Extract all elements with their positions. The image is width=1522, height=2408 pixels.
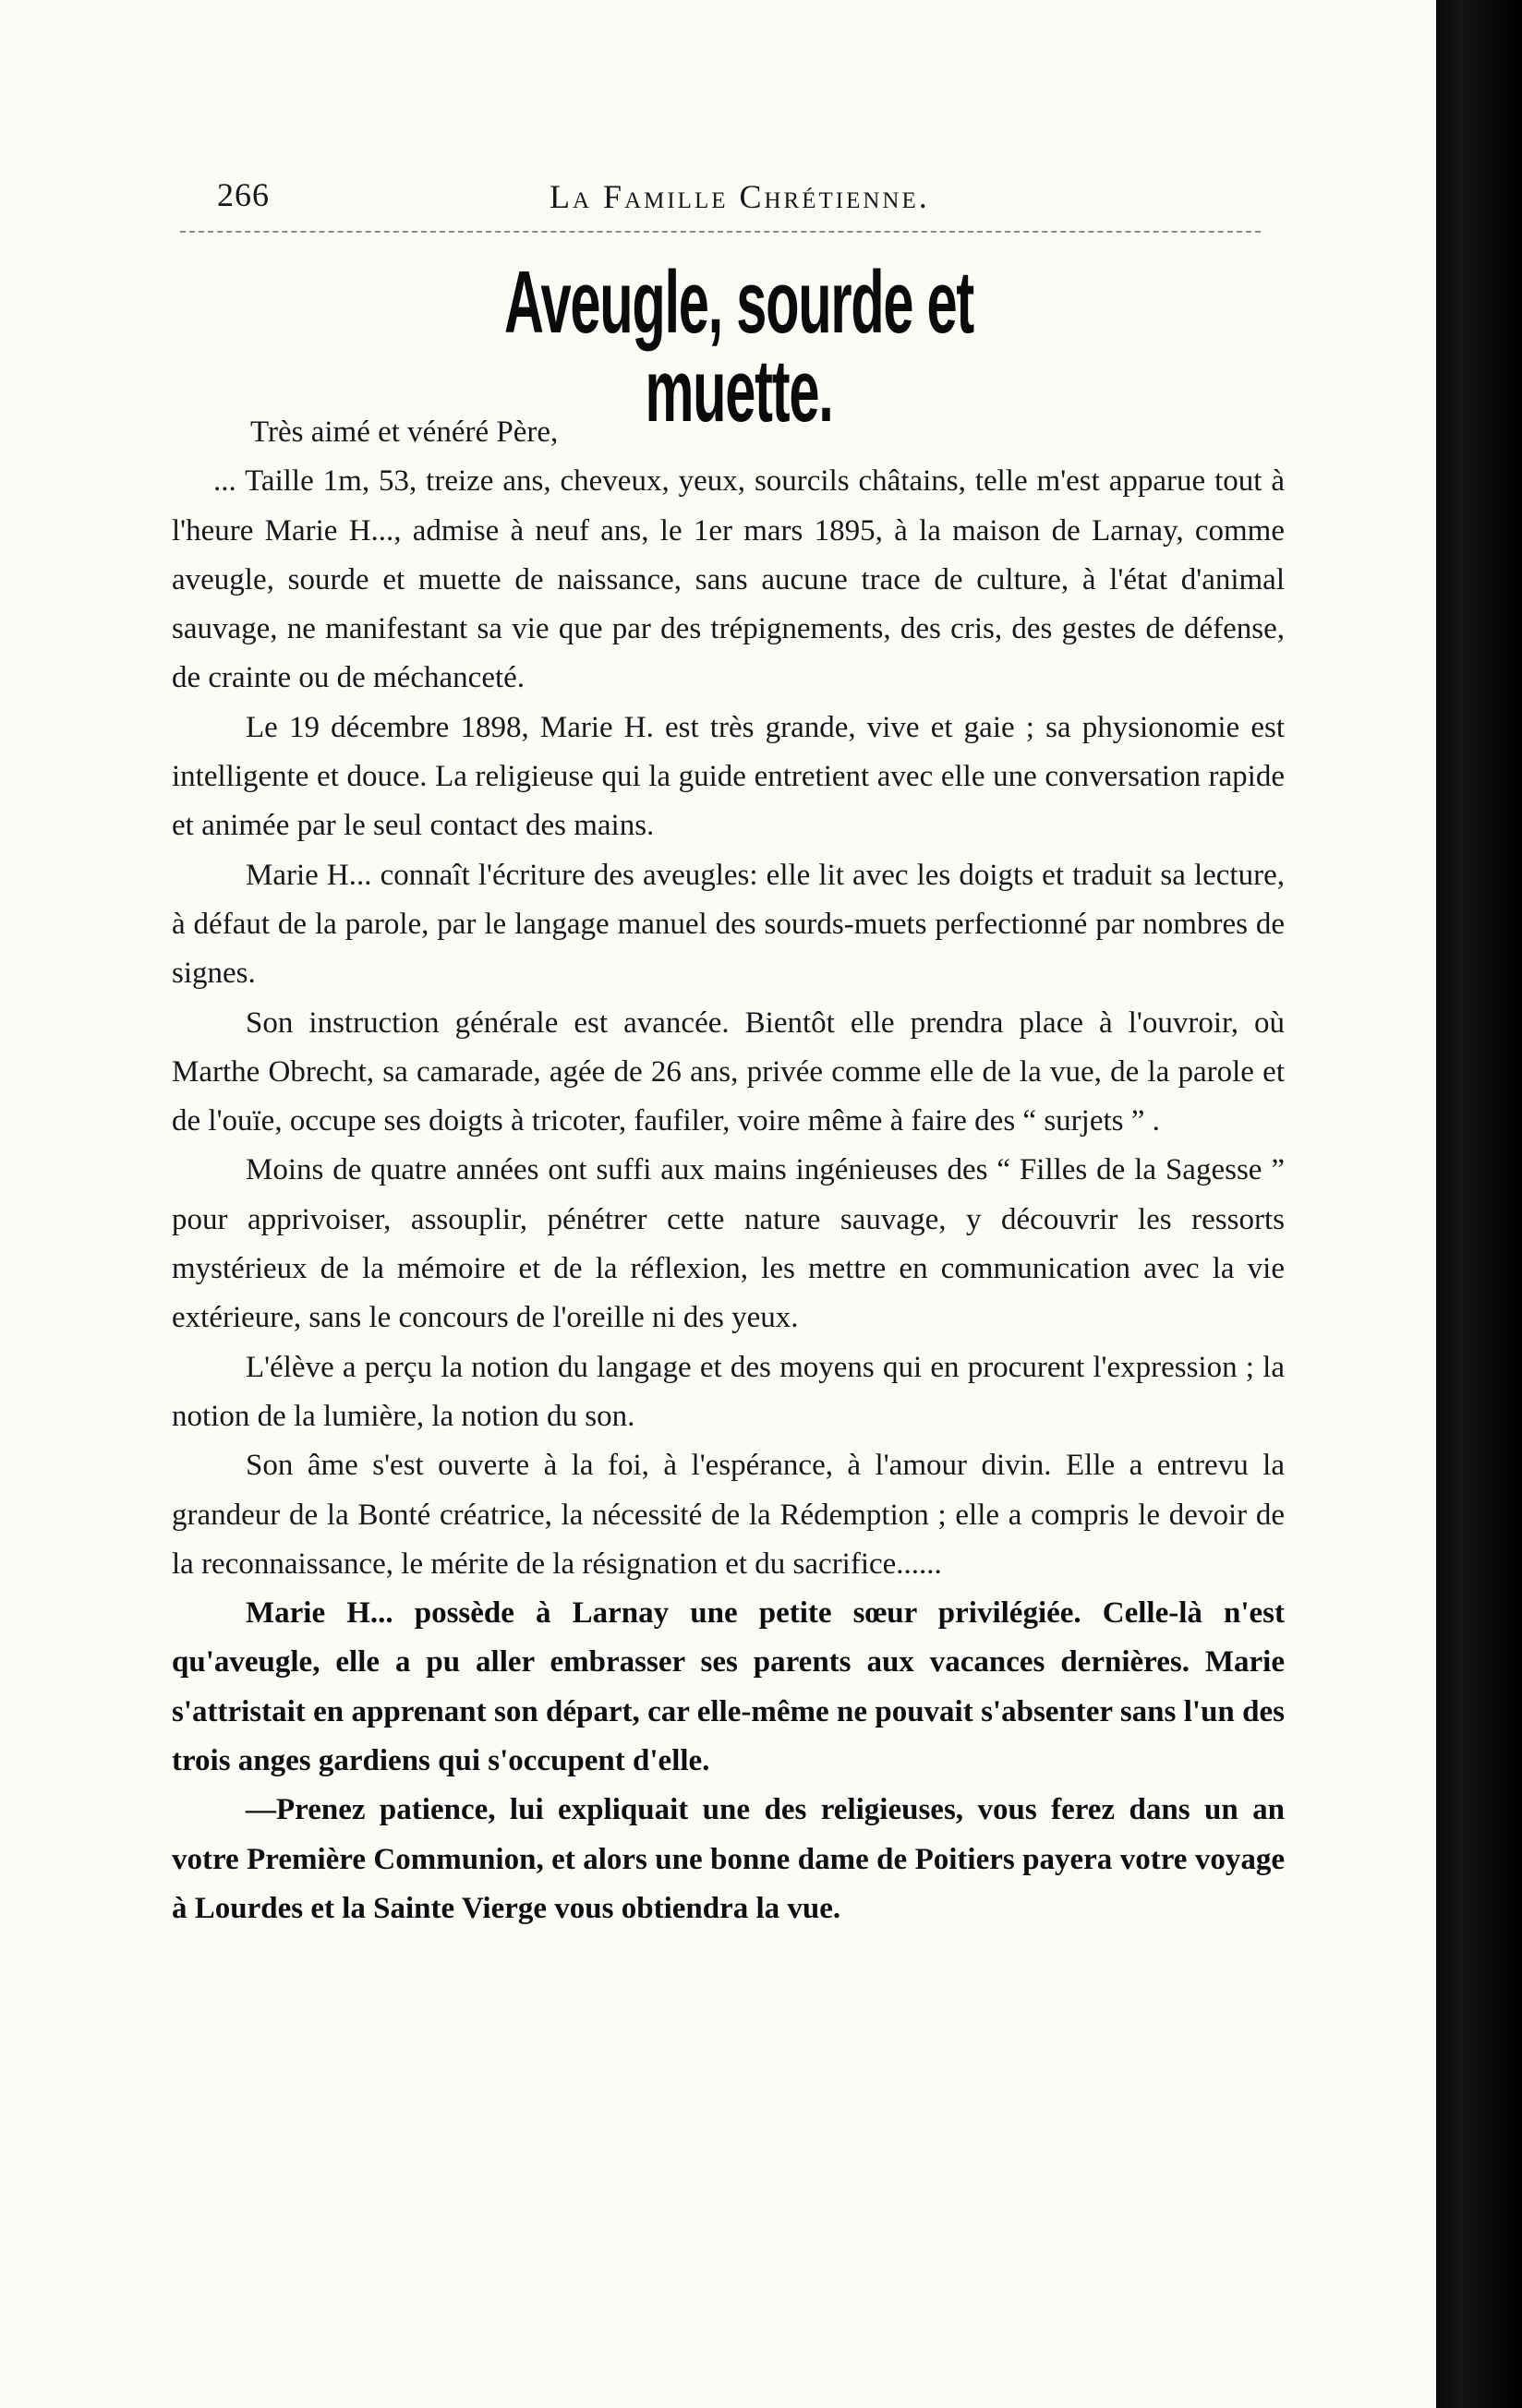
paragraph: Son âme s'est ouverte à la foi, à l'espérance, à l'amour divin. Elle a entrevu la grandeur de la Bonté créatrice, la nécessité de la Rédemption ; elle a compris le devoir de la reconnaissance, le mérite de la résignation et du sacrifice...... bbox=[172, 1449, 1285, 1581]
paragraph: Moins de quatre années ont suffi aux mains ingénieuses des “ Filles de la Sagesse ” pour apprivoiser, assouplir, pénétrer cette nature sauvage, y découvrir les ressorts mystérieux de la mémoire et de la réflexion, les mettre en communication avec la vie extérieure, sans le concours de l'oreille ni des yeux. bbox=[172, 1153, 1285, 1335]
article-title: Aveugle, sourde et muette. bbox=[504, 253, 973, 440]
paragraph: Marie H... possède à Larnay une petite sœur privilégiée. Celle-là n'est qu'aveugle, elle a pu aller embrasser ses parents aux vacances dernières. Marie s'attristait en apprenant son départ, car elle-même ne pouvait s'absenter sans l'un des trois anges gardiens qui s'occupent d'elle. bbox=[172, 1596, 1285, 1778]
header-divider bbox=[180, 231, 1261, 233]
paragraph: L'élève a perçu la notion du langage et des moyens qui en procurent l'expression ; la notion de la lumière, la notion du son. bbox=[172, 1350, 1285, 1433]
paragraph: Le 19 décembre 1898, Marie H. est très grande, vive et gaie ; sa physionomie est intelligente et douce. La religieuse qui la guide entretient avec elle une conversation rapide et animée par le seul contact des mains. bbox=[172, 710, 1285, 843]
paragraph: ... Taille 1m, 53, treize ans, cheveux, yeux, sourcils châtains, telle m'est apparue tout à l'heure Marie H..., admise à neuf ans, le 1er mars 1895, à la maison de Larnay, comme aveugle, sourde et muette de naissance, sans aucune trace de culture, à l'état d'animal sauvage, ne manifestant sa vie que par des trépignements, des cris, des gestes de défense, de crainte ou de méchanceté. bbox=[172, 464, 1285, 695]
running-head bbox=[217, 175, 1325, 222]
paragraph: —Prenez patience, lui expliquait une des religieuses, vous ferez dans un an votre Première Communion, et alors une bonne dame de Poitiers payera votre voyage à Lourdes et la Sainte Vierge vous obtiendra la vue. bbox=[172, 1793, 1285, 1925]
scan-margin bbox=[1436, 0, 1522, 2408]
paragraph: Son instruction générale est avancée. Bientôt elle prendra place à l'ouvroir, où Marthe Obrecht, sa camarade, agée de 26 ans, privée comme elle de la vue, de la parole et de l'ouïe, occupe ses doigts à tricoter, faufiler, voire même à faire des “ surjets ” . bbox=[172, 1005, 1285, 1138]
article-body bbox=[172, 408, 1285, 1933]
journal-title: La Famille Chrétienne. bbox=[550, 178, 930, 215]
paragraph: Marie H... connaît l'écriture des aveugles: elle lit avec les doigts et traduit sa lecture, à défaut de la parole, par le langage manuel des sourds-muets perfectionné par nombres de signes. bbox=[172, 858, 1285, 991]
page-number: 266 bbox=[217, 176, 270, 213]
salutation: Très aimé et vénéré Père, bbox=[250, 415, 559, 449]
